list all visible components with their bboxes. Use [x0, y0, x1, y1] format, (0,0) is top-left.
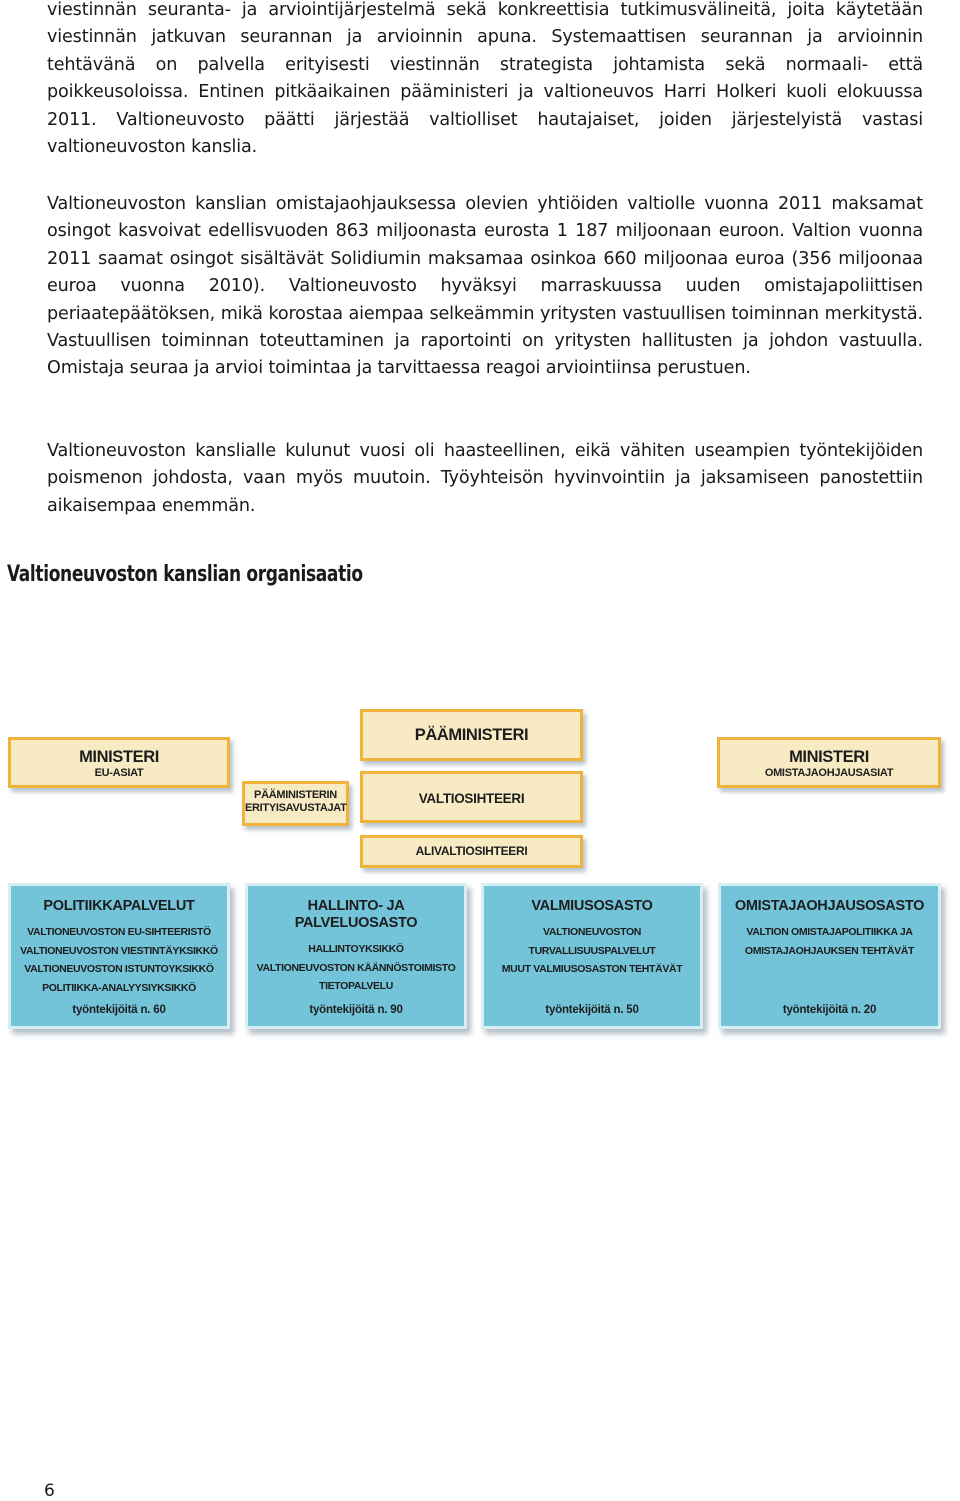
ministeri-eu-box — [8, 737, 230, 788]
body-paragraph: Valtioneuvoston kanslialle kulunut vuosi oli haasteellinen, eikä vähiten useampien työntekijöiden poismenon johdosta, vaan myös muutoin. Työyhteisön hyvinvointiin ja jaksamiseen panostettiin aikaisempaa enemmän. — [47, 441, 923, 516]
unit-title: POLITIIKKAPALVELUT — [43, 898, 195, 914]
valtiosihteeri-box — [360, 771, 583, 823]
box-title: PÄÄMINISTERI — [414, 726, 529, 744]
erityisavustajat-box — [242, 781, 349, 826]
box-title: VALTIOSIHTEERI — [418, 791, 525, 806]
unit-item: OMISTAJAOHJAUKSEN TEHTÄVÄT — [744, 944, 915, 957]
unit-item: POLITIIKKA-ANALYYSIYKSIKKÖ — [42, 981, 196, 994]
unit-item: VALTIONEUVOSTON TURVALLISUUSPALVELUT — [528, 926, 656, 957]
unit-box-hallinto — [245, 883, 467, 1029]
box-subtitle: OMISTAJAOHJAUSASIAT — [764, 767, 894, 779]
unit-item: VALTIONEUVOSTON ISTUNTOYKSIKKÖ — [24, 963, 214, 975]
paaministeri-box — [360, 709, 583, 761]
unit-item: TIETOPALVELU — [319, 980, 393, 992]
unit-title: HALLINTO- JA PALVELUOSASTO — [294, 898, 418, 931]
box-title: MINISTERI — [79, 748, 159, 766]
unit-item: VALTIONEUVOSTON EU-SIHTEERISTÖ — [27, 926, 211, 938]
box-subtitle: EU-ASIAT — [94, 767, 144, 779]
unit-item: VALTION OMISTAJAPOLITIIKKA JA — [746, 926, 913, 938]
unit-title: OMISTAJAOHJAUSOSASTO — [734, 898, 925, 914]
unit-item: VALTIONEUVOSTON KÄÄNNÖSTOIMISTO — [256, 961, 456, 974]
section-heading: Valtioneuvoston kanslian organisaatio — [7, 562, 363, 587]
unit-staff-count: työntekijöitä n. 60 — [72, 1004, 166, 1016]
unit-title: VALMIUSOSASTO — [531, 898, 653, 914]
unit-box-politiikkapalvelut — [8, 883, 230, 1029]
page-number: 6 — [44, 1481, 55, 1501]
body-paragraph: Valtioneuvoston kanslian omistajaohjauksessa olevien yhtiöiden valtiolle vuonna 2011 maksamat osingot kasvoivat edellisvuoden 863 miljoonasta eurosta 1 187 miljoonaan euroon. Valtion vuonna 2011 saamat osingot sisältävät Solidiumin maksamaa osinkoa 660 miljoonaa euroa (356 miljoonaa euroa vuonna 2010). Valtioneuvosto hyväksyi marraskuussa uuden omistajapoliittisen periaatepäätöksen, mikä korostaa aiempaa selkeämmin yritysten vastuullisen toiminnan merkitystä. Vastuullisen toiminnan toteuttaminen ja raportointi on yritysten hallitusten ja johdon vastuulla. Omistaja seuraa ja arvioi toimintaa ja tarvittaessa reagoi arviointiinsa perustuen. — [47, 194, 923, 379]
unit-item: MUUT VALMIUSOSASTON TEHTÄVÄT — [501, 963, 683, 975]
unit-staff-count: työntekijöitä n. 50 — [545, 1004, 639, 1016]
ministeri-omistaja-box — [717, 737, 941, 788]
alivaltiosihteeri-box — [360, 835, 583, 868]
unit-staff-count: työntekijöitä n. 20 — [782, 1004, 877, 1016]
unit-item: HALLINTOYKSIKKÖ — [308, 943, 404, 955]
unit-box-valmiusosasto — [481, 883, 703, 1029]
body-paragraph: viestinnän seuranta- ja arviointijärjestelmä sekä konkreettisia tutkimusvälineitä, joita käytetään viestinnän jatkuvan seurannan ja arvioinnin apuna. Systemaattisen seurannan ja arvioinnin tehtävänä on palvella erityisesti viestinnän strategista johtamista sekä normaali- että poikkeusoloissa. Entinen pitkäaikainen pääministeri ja valtioneuvos Harri Holkeri kuoli elokuussa 2011. Valtioneuvosto päätti järjestää valtiolliset hautajaiset, joiden järjestelyistä vastasi valtioneuvoston kanslia. — [47, 0, 923, 158]
unit-staff-count: työntekijöitä n. 90 — [309, 1004, 403, 1016]
unit-item: VALTIONEUVOSTON VIESTINTÄYKSIKKÖ — [20, 944, 218, 957]
box-line: ERITYISAVUSTAJAT — [245, 802, 347, 814]
box-title: ALIVALTIOSIHTEERI — [415, 844, 528, 858]
box-line: PÄÄMINISTERIN — [254, 789, 337, 801]
box-title: MINISTERI — [789, 748, 869, 766]
unit-box-omistajaohjaus — [718, 883, 941, 1029]
